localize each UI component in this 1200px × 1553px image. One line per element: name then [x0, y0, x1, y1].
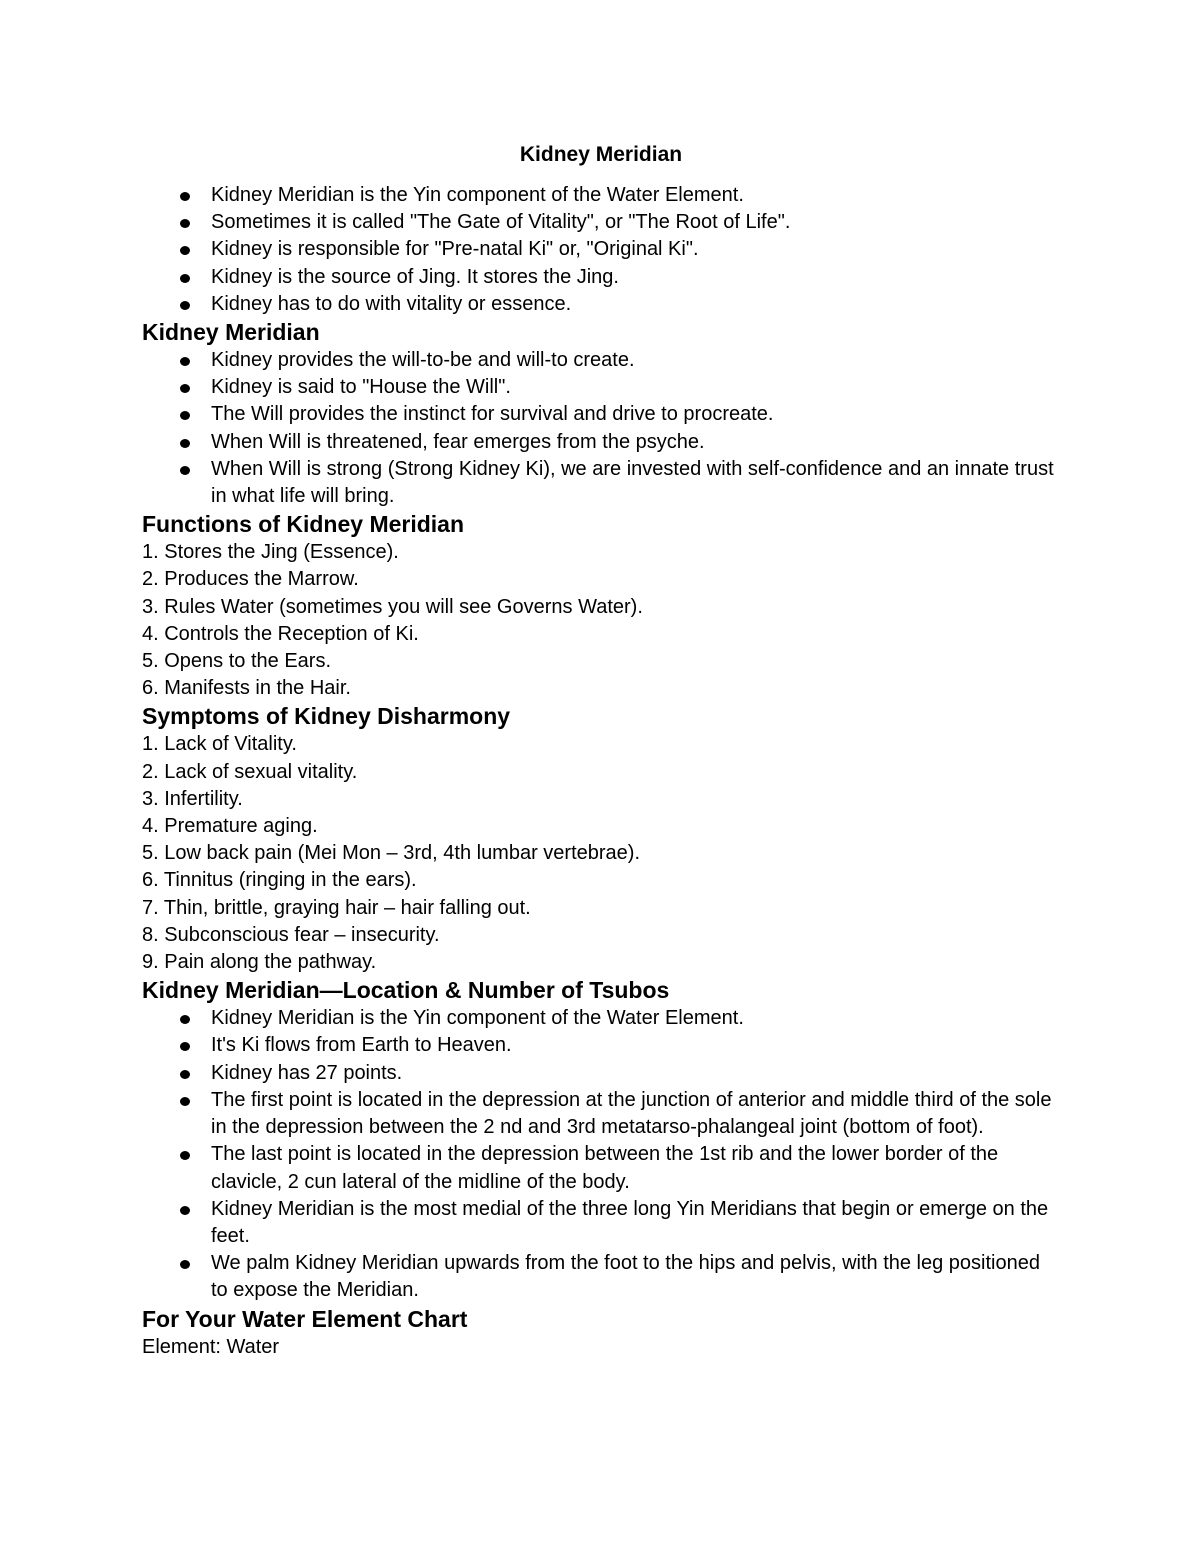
- section-heading-location: Kidney Meridian—Location & Number of Tsubos: [142, 977, 670, 1004]
- bullet-icon: [180, 246, 190, 255]
- section-heading-functions: Functions of Kidney Meridian: [142, 511, 465, 538]
- bullet-icon: [180, 301, 190, 310]
- location-bullet-list: [142, 1005, 1060, 1304]
- list-item: Kidney has to do with vitality or essence.: [211, 291, 1060, 318]
- bullet-icon: [180, 1151, 190, 1160]
- bullet-icon: [180, 219, 190, 228]
- bullet-icon: [180, 1070, 190, 1079]
- list-item: Kidney Meridian is the Yin component of the Water Element.: [211, 182, 1060, 209]
- list-item: Kidney has 27 points.: [211, 1060, 1060, 1087]
- list-item: It's Ki flows from Earth to Heaven.: [211, 1032, 1060, 1059]
- list-item: The first point is located in the depression at the junction of anterior and middle third of the sole in the depression between the 2 nd and 3rd metatarso-phalangeal joint (bottom of foot).: [211, 1087, 1060, 1141]
- list-item: 5. Low back pain (Mei Mon – 3rd, 4th lumbar vertebrae).: [142, 842, 641, 865]
- symptoms-list: [142, 731, 1060, 976]
- list-item: 7. Thin, brittle, graying hair – hair falling out.: [142, 896, 531, 919]
- intro-bullet-list: [142, 182, 1060, 318]
- bullet-icon: [180, 411, 190, 420]
- bullet-icon: [180, 357, 190, 366]
- list-item: The Will provides the instinct for survival and drive to procreate.: [211, 401, 1060, 428]
- list-item: Kidney Meridian is the Yin component of the Water Element.: [211, 1005, 1060, 1032]
- section-heading-chart: For Your Water Element Chart: [142, 1305, 468, 1332]
- list-item: Sometimes it is called "The Gate of Vitality", or "The Root of Life".: [211, 209, 1060, 236]
- list-item: 4. Premature aging.: [142, 815, 318, 838]
- list-item: 3. Infertility.: [142, 787, 243, 810]
- list-item: 6. Tinnitus (ringing in the ears).: [142, 869, 417, 892]
- list-item: 9. Pain along the pathway.: [142, 951, 377, 974]
- document-title: Kidney Meridian: [519, 143, 683, 166]
- list-item: 4. Controls the Reception of Ki.: [142, 622, 419, 645]
- bullet-icon: [180, 192, 190, 201]
- bullet-icon: [180, 1206, 190, 1215]
- list-item: 2. Lack of sexual vitality.: [142, 760, 358, 783]
- list-item: 6. Manifests in the Hair.: [142, 677, 351, 700]
- list-item: Kidney is the source of Jing. It stores the Jing.: [211, 264, 1060, 291]
- list-item: 1. Lack of Vitality.: [142, 733, 297, 756]
- list-item: When Will is strong (Strong Kidney Ki), we are invested with self-confidence and an innate trust in what life will bring.: [211, 456, 1060, 510]
- bullet-icon: [180, 466, 190, 475]
- list-item: We palm Kidney Meridian upwards from the foot to the hips and pelvis, with the leg positioned to expose the Meridian.: [211, 1250, 1060, 1304]
- list-item: 1. Stores the Jing (Essence).: [142, 541, 399, 564]
- list-item: 5. Opens to the Ears.: [142, 650, 331, 673]
- list-item: Kidney is responsible for "Pre-natal Ki" or, "Original Ki".: [211, 236, 1060, 263]
- bullet-icon: [180, 1015, 190, 1024]
- bullet-icon: [180, 274, 190, 283]
- list-item: Kidney is said to "House the Will".: [211, 374, 1060, 401]
- bullet-icon: [180, 1260, 190, 1269]
- list-item: When Will is threatened, fear emerges from the psyche.: [211, 429, 1060, 456]
- list-item: The last point is located in the depression between the 1st rib and the lower border of the clavicle, 2 cun lateral of the midline of the body.: [211, 1141, 1060, 1195]
- element-line: Element: Water: [142, 1335, 280, 1358]
- section-heading-kidney-meridian: Kidney Meridian: [142, 319, 320, 346]
- list-item: 8. Subconscious fear – insecurity.: [142, 923, 440, 946]
- list-item: 2. Produces the Marrow.: [142, 568, 359, 591]
- bullet-icon: [180, 439, 190, 448]
- list-item: Kidney provides the will-to-be and will-to create.: [211, 347, 1060, 374]
- bullet-icon: [180, 1097, 190, 1106]
- bullet-icon: [180, 1042, 190, 1051]
- list-item: Kidney Meridian is the most medial of the three long Yin Meridians that begin or emerge on the feet.: [211, 1196, 1060, 1250]
- list-item: 3. Rules Water (sometimes you will see Governs Water).: [142, 595, 643, 618]
- bullet-icon: [180, 384, 190, 393]
- section-heading-symptoms: Symptoms of Kidney Disharmony: [142, 703, 511, 730]
- functions-list: [142, 539, 1060, 702]
- will-bullet-list: [142, 347, 1060, 510]
